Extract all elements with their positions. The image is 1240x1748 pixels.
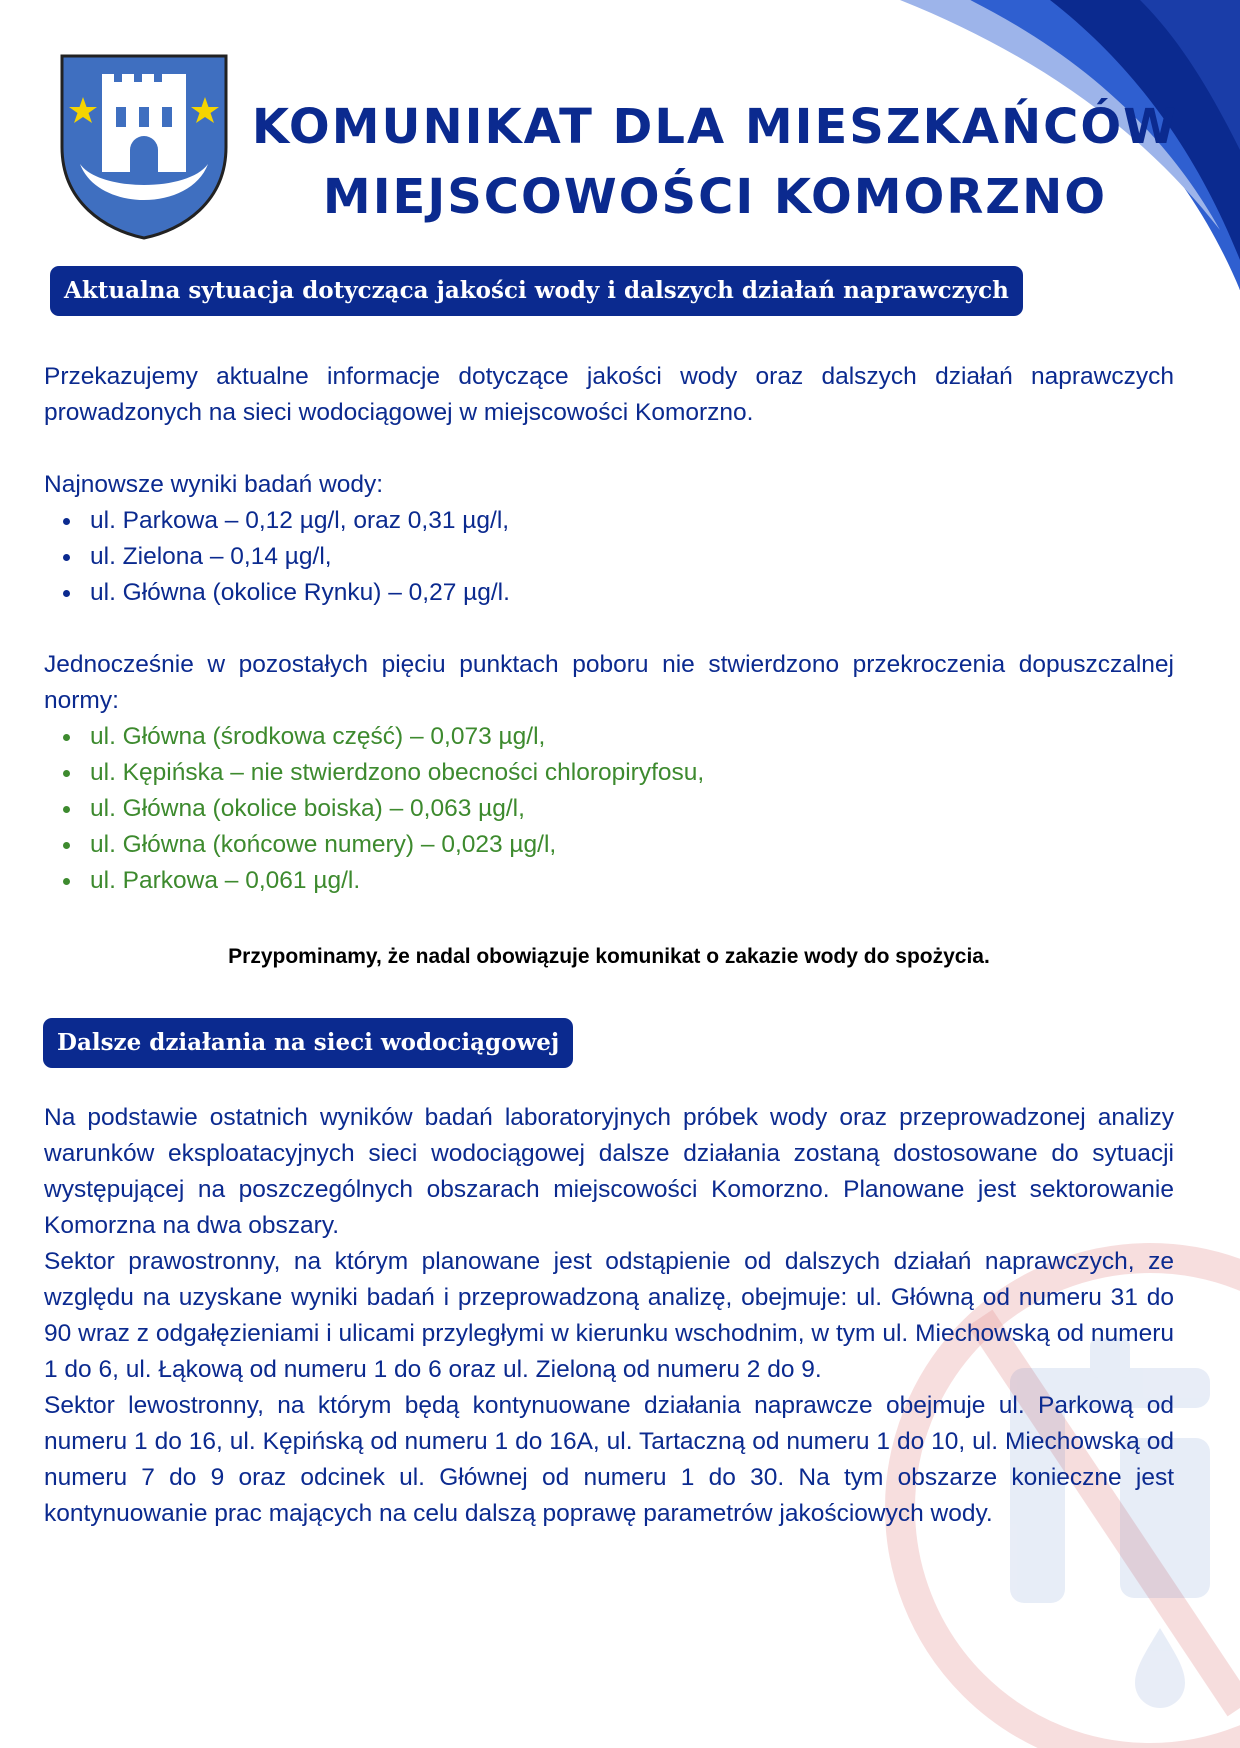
paragraph-left-sector: Sektor lewostronny, na którym będą kontynuowane działania naprawcze obejmuje ul. Parkową od numeru 1 do 16, ul. Kępińską od numeru 1 do 16A, ul. Tartaczną od numeru 1 do 10, ul. Miechowską od numeru 7 do 9 oraz odcinek ul. Głównej od numeru 1 do 30. Na tym obszarze konieczne jest kontynuowanie prac mających na celu dalszą poprawę parametrów jakościowych wody.	[44, 1392, 1174, 1527]
intro-paragraph: Przekazujemy aktualne informacje dotyczące jakości wody oraz dalszych działań naprawczych prowadzonych na sieci wodociągowej w miejscowości Komorzno.	[44, 363, 1174, 426]
section-further-actions-body	[44, 1100, 1174, 1532]
coat-of-arms-icon	[58, 52, 230, 240]
list-item: ul. Główna (okolice Rynku) – 0,27 µg/l.	[90, 575, 1174, 611]
paragraph-sectoring: Na podstawie ostatnich wyników badań laboratoryjnych próbek wody oraz przeprowadzonej analizy warunków eksploatacyjnych sieci wodociągowej dalsze działania zostaną dostosowane do sytuacji występującej na poszczególnych obszarach miejscowości Komorzno. Planowane jest sektorowanie Komorzna na dwa obszary.	[44, 1104, 1174, 1239]
title-line-1: KOMUNIKAT DLA MIESZKAŃCÓW	[251, 99, 1179, 155]
list-item: ul. Zielona – 0,14 µg/l,	[90, 539, 1174, 575]
page-title	[250, 92, 1180, 232]
list-item: ul. Kępińska – nie stwierdzono obecności chloropiryfosu,	[90, 755, 1174, 791]
reminder-notice: Przypominamy, że nadal obowiązuje komunikat o zakazie wody do spożycia.	[228, 945, 990, 968]
list-item: ul. Główna (końcowe numery) – 0,023 µg/l,	[90, 827, 1174, 863]
title-line-2: MIEJSCOWOŚCI KOMORZNO	[322, 169, 1108, 225]
norm-points-list	[44, 719, 1174, 899]
section-water-quality-body	[44, 359, 1174, 899]
list-item: ul. Parkowa – 0,061 µg/l.	[90, 863, 1174, 899]
section-heading-water-quality: Aktualna sytuacja dotycząca jakości wody i dalszych działań naprawczych	[50, 266, 1023, 316]
list-item: ul. Główna (środkowa część) – 0,073 µg/l,	[90, 719, 1174, 755]
section-heading-further-actions: Dalsze działania na sieci wodociągowej	[43, 1018, 573, 1068]
list-item: ul. Parkowa – 0,12 µg/l, oraz 0,31 µg/l,	[90, 503, 1174, 539]
results-list	[44, 503, 1174, 611]
list-item: ul. Główna (okolice boiska) – 0,063 µg/l,	[90, 791, 1174, 827]
norm-intro-paragraph: Jednocześnie w pozostałych pięciu punktach poboru nie stwierdzono przekroczenia dopuszczalnej normy:	[44, 651, 1174, 714]
results-heading: Najnowsze wyniki badań wody:	[44, 471, 384, 498]
paragraph-right-sector: Sektor prawostronny, na którym planowane jest odstąpienie od dalszych działań naprawczych, ze względu na uzyskane wyniki badań i przeprowadzoną analizę, obejmuje: ul. Główną od numeru 31 do 90 wraz z odgałęzieniami i ulicami przyległymi w kierunku wschodnim, w tym ul. Miechowską od numeru 1 do 6, ul. Łąkową od numeru 1 do 6 oraz ul. Zieloną od numeru 2 do 9.	[44, 1248, 1174, 1383]
